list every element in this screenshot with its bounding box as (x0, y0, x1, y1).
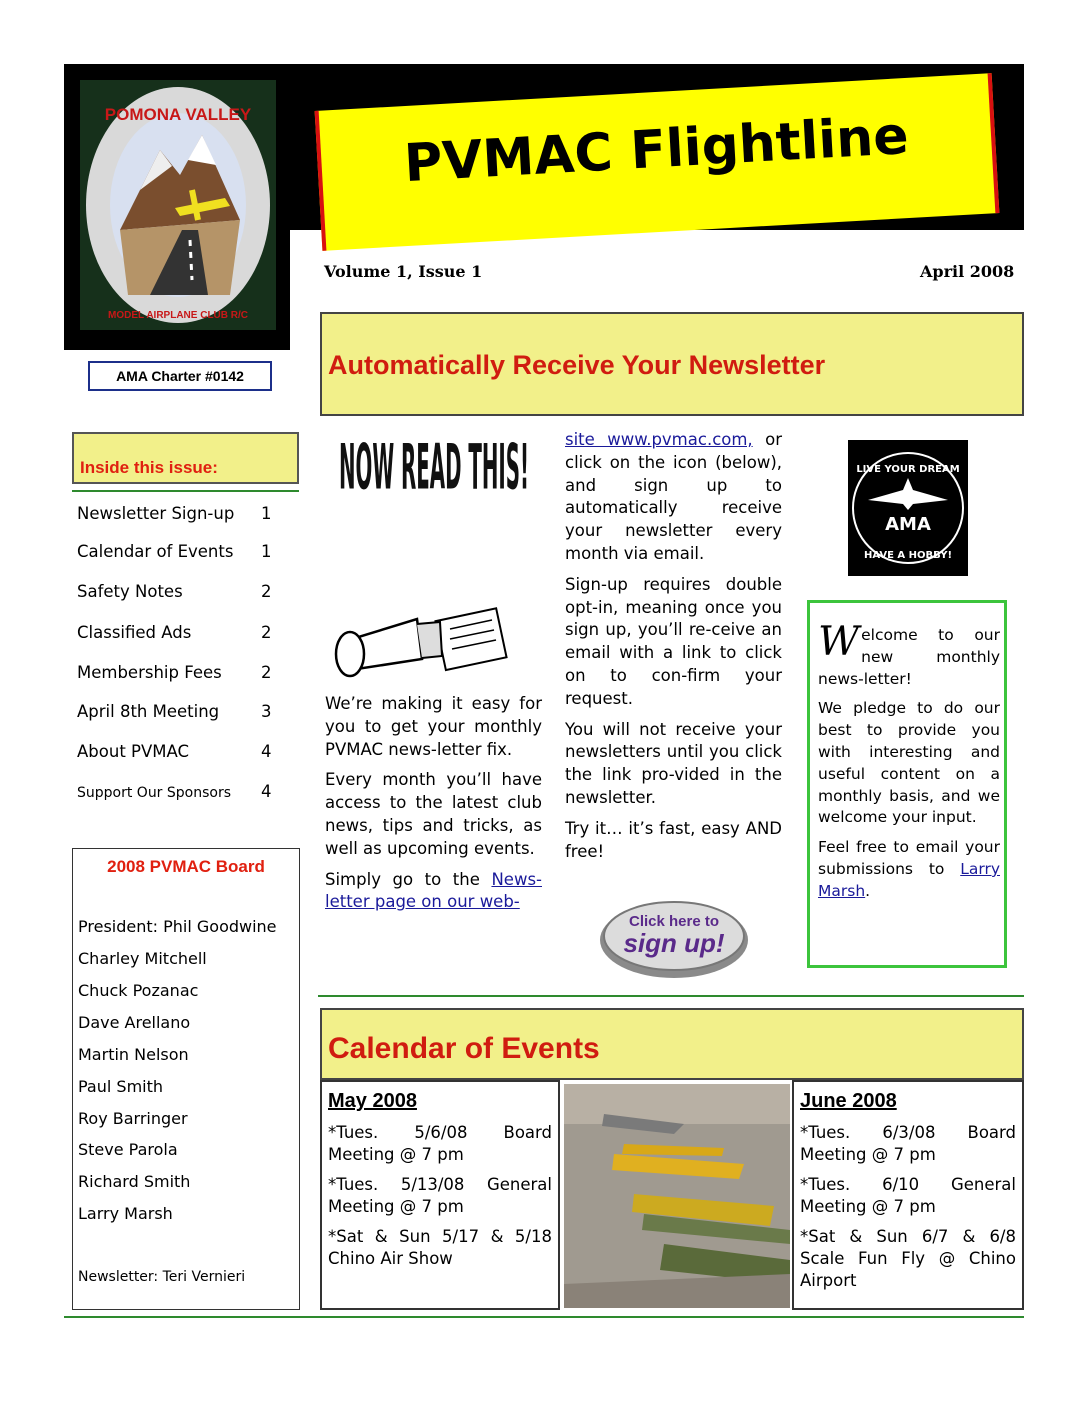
calendar-month-title: June 2008 (800, 1090, 897, 1112)
contact-link[interactable]: Larry Marsh (818, 859, 1000, 900)
toc-item: April 8th Meeting 3 (77, 702, 272, 721)
signup-line2: sign up! (623, 928, 725, 958)
paragraph: site www.pvmac.com, or click on the icon (below), and sign up to automatically receive your newsletter every month via email. (565, 430, 782, 563)
section-header (320, 312, 1024, 416)
paragraph: Try it… it’s fast, easy AND free! (565, 818, 782, 861)
board-member: Steve Parola (78, 1140, 178, 1159)
paragraph: You will not receive your newsletters until you click the link pro-vided in the newsletter. (565, 719, 782, 807)
newsletter-page-link[interactable]: News-letter page on our web- (325, 869, 542, 912)
paragraph: Simply go to the News-letter page on our web- (325, 869, 542, 912)
calendar-may (320, 1080, 560, 1310)
board-title: 2008 PVMAC Board (107, 857, 265, 876)
paragraph: Every month you’ll have access to the latest club news, tips and tricks, as well as upcoming events. (325, 770, 542, 858)
article-column-1 (325, 693, 542, 922)
board-member: Dave Arellano (78, 1013, 191, 1032)
board-member: Charley Mitchell (78, 949, 207, 968)
toc-item: About PVMAC 4 (77, 742, 272, 761)
newsletter-title: PVMAC Flightline (402, 105, 911, 195)
airplanes-photo (564, 1084, 790, 1308)
calendar-month-title: May 2008 (328, 1090, 417, 1112)
inside-issue-title: Inside this issue: (80, 458, 218, 477)
board-member: Roy Barringer (78, 1109, 188, 1128)
issue-number: Volume 1, Issue 1 (324, 262, 483, 281)
logo-text-top: POMONA VALLEY (104, 105, 252, 124)
now-read-this-image (322, 424, 546, 686)
ama-badge-bottom: HAVE A HOBBY! (863, 550, 953, 561)
toc-item: Safety Notes 2 (77, 582, 272, 601)
board-member: Martin Nelson (78, 1045, 189, 1064)
calendar-event: *Sat & Sun 6/7 & 6/8 Scale Fun Fly @ Chino Airport (800, 1227, 1016, 1290)
article-column-2 (565, 429, 782, 871)
paragraph: We’re making it easy for you to get your monthly PVMAC news-letter fix. (325, 694, 542, 759)
calendar-event: *Tues. 5/6/08 Board Meeting @ 7 pm (328, 1123, 552, 1164)
calendar-event: *Tues. 6/10 General Meeting @ 7 pm (800, 1175, 1016, 1216)
paragraph: Welcome to our new monthly news-letter! (818, 619, 1000, 688)
ama-badge-top: LIVE YOUR DREAM (856, 464, 960, 475)
calendar-june (792, 1080, 1024, 1310)
now-read-this-text: NOW READ THIS! (339, 430, 529, 504)
newsletter-editor: Newsletter: Teri Vernieri (78, 1269, 246, 1285)
ama-badge-mid: AMA (885, 514, 931, 535)
toc-item: Membership Fees 2 (77, 663, 272, 682)
signup-line1: Click here to (628, 913, 720, 930)
section-title: Calendar of Events (328, 1032, 600, 1065)
paragraph: We pledge to do our best to provide you with interesting and useful content on a monthly basis, and we welcome your input. (818, 699, 1000, 827)
toc-item: Newsletter Sign-up 1 (77, 504, 272, 523)
paragraph: Sign-up requires double opt-in, meaning once you sign up, you’ll re-ceive an email with a link to click on to con-firm your request. (565, 574, 782, 708)
logo-text-bottom: MODEL AIRPLANE CLUB R/C (108, 310, 248, 321)
welcome-box (807, 600, 1007, 968)
divider (64, 1316, 1024, 1318)
club-logo (80, 80, 276, 330)
divider (72, 490, 299, 492)
ama-charter: AMA Charter #0142 (88, 361, 272, 391)
paragraph: Feel free to email your submissions to Larry Marsh. (818, 838, 1000, 900)
drop-cap: W (818, 619, 860, 665)
board-member: Larry Marsh (78, 1204, 173, 1223)
inside-issue-header (72, 432, 299, 484)
calendar-event: *Tues. 6/3/08 Board Meeting @ 7 pm (800, 1123, 1016, 1164)
board-box (72, 848, 300, 1310)
toc-item: Classified Ads 2 (77, 623, 272, 642)
website-link[interactable]: site www.pvmac.com, (565, 430, 753, 449)
signup-button[interactable] (598, 896, 750, 980)
board-member: Richard Smith (78, 1172, 191, 1191)
board-member: President: Phil Goodwine (78, 917, 277, 936)
toc-item: Calendar of Events 1 (77, 542, 272, 561)
ama-badge (848, 440, 968, 576)
calendar-event: *Tues. 5/13/08 General Meeting @ 7 pm (328, 1175, 552, 1216)
toc-item: Support Our Sponsors 4 (77, 782, 272, 801)
issue-date: April 2008 (920, 262, 1015, 281)
board-member: Chuck Pozanac (78, 981, 199, 1000)
calendar-event: *Sat & Sun 5/17 & 5/18 Chino Air Show (328, 1227, 552, 1268)
divider (318, 995, 1024, 997)
section-title: Automatically Receive Your Newsletter (328, 350, 826, 380)
section-header (320, 1008, 1024, 1080)
board-member: Paul Smith (78, 1077, 164, 1096)
